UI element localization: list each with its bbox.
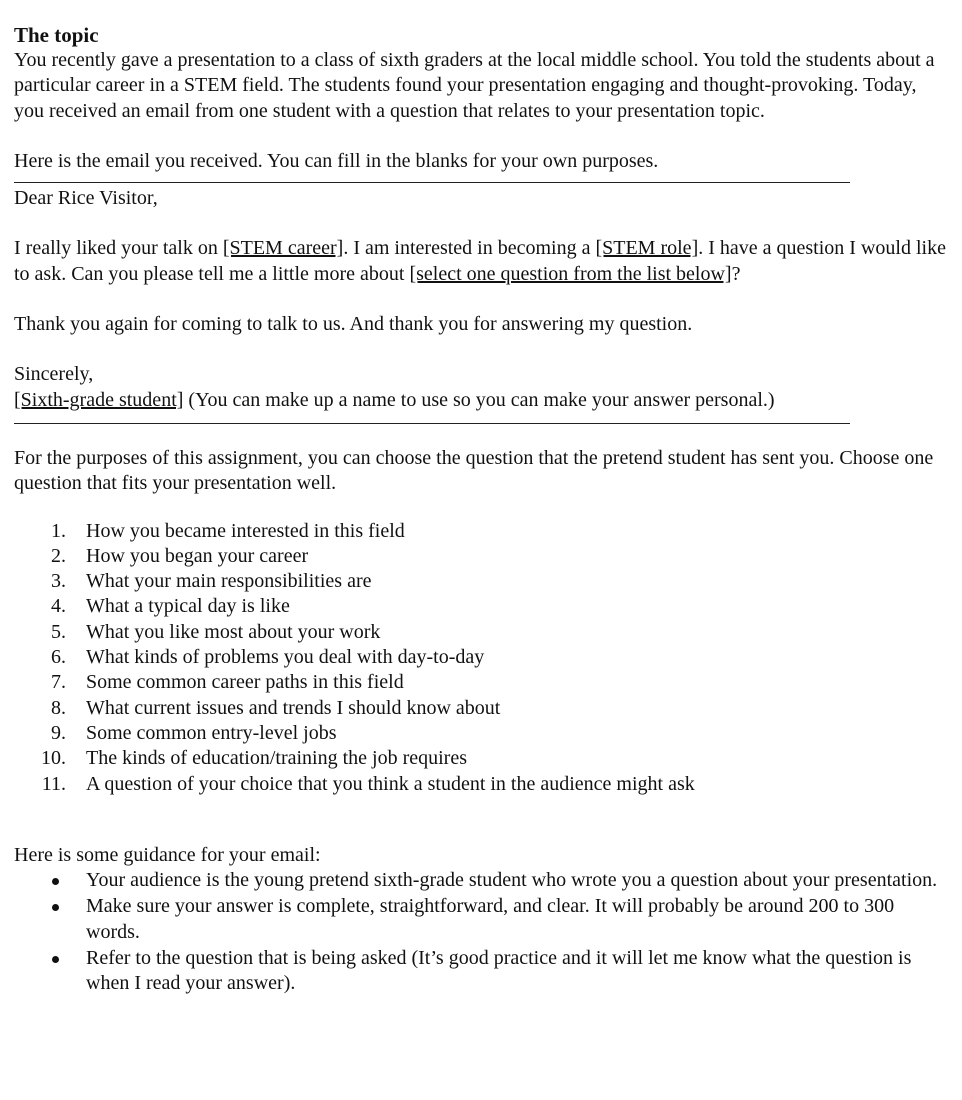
email-body-text-3: . I have a question I would like to ask. Can you please tell me a little more about	[14, 237, 946, 285]
list-item: 2. How you began your career	[51, 544, 309, 567]
list-item: 7. Some common career paths in this field	[51, 671, 404, 694]
list-item: 3. What your main responsibilities are	[51, 570, 372, 593]
email-body	[14, 236, 948, 287]
bullet-icon	[14, 894, 86, 945]
section-heading: The topic	[14, 23, 99, 47]
bullet-icon	[14, 868, 86, 893]
list-item: Your audience is the young pretend sixth-grade student who wrote you a question about your presentation.	[14, 868, 948, 893]
guidance-list	[14, 868, 948, 996]
blank-student-name: [Sixth-grade student]	[14, 388, 184, 411]
top-divider	[14, 182, 850, 183]
email-body-text-4: ?	[731, 262, 741, 285]
email-body-text-1: I really liked your talk on	[14, 237, 223, 260]
blank-stem-career: [STEM career]	[222, 237, 344, 260]
list-item: 10. The kinds of education/training the job requires	[41, 747, 468, 770]
email-thanks: Thank you again for coming to talk to us. And thank you for answering my question.	[14, 313, 693, 336]
list-item: 11. A question of your choice that you think a student in the audience might ask	[41, 772, 695, 795]
list-item: 1. How you became interested in this field	[51, 519, 405, 542]
guidance-lead: Here is some guidance for your email:	[14, 843, 321, 866]
email-lead-paragraph: Here is the email you received. You can fill in the blanks for your own purposes.	[14, 149, 659, 172]
bullet-icon	[14, 946, 86, 997]
email-closing: Sincerely,	[14, 363, 94, 386]
list-item: Refer to the question that is being asked (It’s good practice and it will let me know what the question is when I read your answer).	[14, 946, 948, 997]
email-greeting: Dear Rice Visitor,	[14, 187, 158, 210]
blank-stem-role: [STEM role]	[595, 237, 699, 260]
list-item: 5. What you like most about your work	[51, 620, 381, 643]
bottom-divider	[14, 423, 850, 424]
assignment-instructions: For the purposes of this assignment, you can choose the question that the pretend student has sent you. Choose one question that fits your presentation well.	[14, 446, 934, 495]
list-item: Make sure your answer is complete, straightforward, and clear. It will probably be around 200 to 300 words.	[14, 894, 948, 945]
email-signature-line	[14, 388, 948, 413]
list-item: 6. What kinds of problems you deal with day-to-day	[51, 646, 485, 669]
list-item: 4. What a typical day is like	[51, 595, 290, 618]
student-note: (You can make up a name to use so you can make your answer personal.)	[183, 388, 775, 411]
intro-paragraph: You recently gave a presentation to a class of sixth graders at the local middle school. You told the students about a particular career in a STEM field. The students found your presentation engaging and thought-provoking. Today, you received an email from one student with a question that relates to your presentation topic.	[14, 49, 935, 122]
question-list	[14, 519, 948, 797]
blank-question: [select one question from the list below]	[409, 262, 732, 285]
list-item: 9. Some common entry-level jobs	[51, 721, 337, 744]
email-body-text-2: . I am interested in becoming a	[343, 237, 596, 260]
list-item: 8. What current issues and trends I should know about	[51, 696, 501, 719]
